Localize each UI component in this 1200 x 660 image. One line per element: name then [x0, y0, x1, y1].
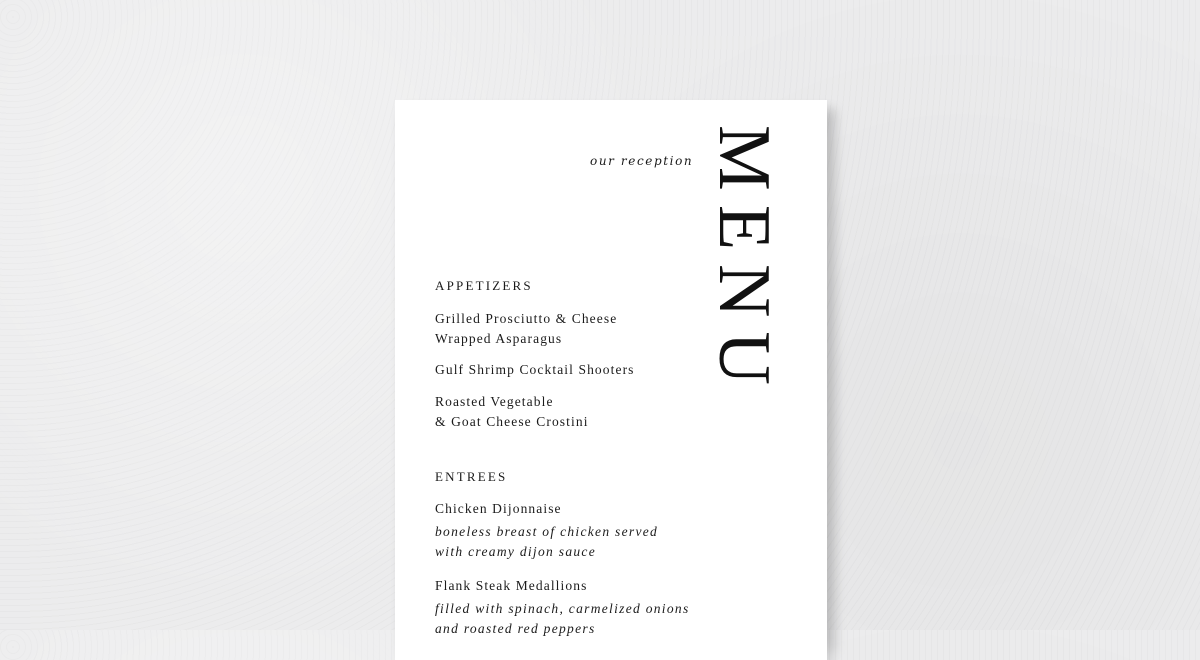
menu-item-line: Gulf Shrimp Cocktail Shooters — [435, 362, 635, 377]
menu-item-prosciutto-asparagus — [435, 309, 617, 349]
description-line: and roasted red peppers — [435, 620, 596, 636]
description-line: with creamy dijon sauce — [435, 543, 596, 559]
menu-item-line: & Goat Cheese Crostini — [435, 414, 589, 429]
section-heading-entrees: ENTREES — [435, 469, 508, 484]
menu-item-chicken-dijonnaise — [435, 499, 562, 519]
section-heading-appetizers: APPETIZERS — [435, 278, 533, 293]
menu-title: MENU — [703, 125, 785, 399]
menu-item-description — [435, 599, 690, 638]
menu-item-vegetable-crostini — [435, 392, 589, 432]
menu-subtitle: our reception — [590, 154, 694, 168]
description-line: boneless breast of chicken served — [435, 524, 659, 539]
menu-item-description — [435, 522, 658, 561]
menu-item-line: Chicken Dijonnaise — [435, 501, 562, 516]
menu-item-flank-steak — [435, 576, 587, 596]
menu-item-line: Flank Steak Medallions — [435, 578, 588, 593]
menu-item-line: Wrapped Asparagus — [435, 331, 563, 346]
menu-item-line: Roasted Vegetable — [435, 394, 554, 409]
description-line: filled with spinach, carmelized onions — [435, 601, 690, 616]
menu-item-line: Grilled Prosciutto & Cheese — [435, 311, 618, 326]
menu-item-shrimp-shooters — [435, 360, 635, 380]
